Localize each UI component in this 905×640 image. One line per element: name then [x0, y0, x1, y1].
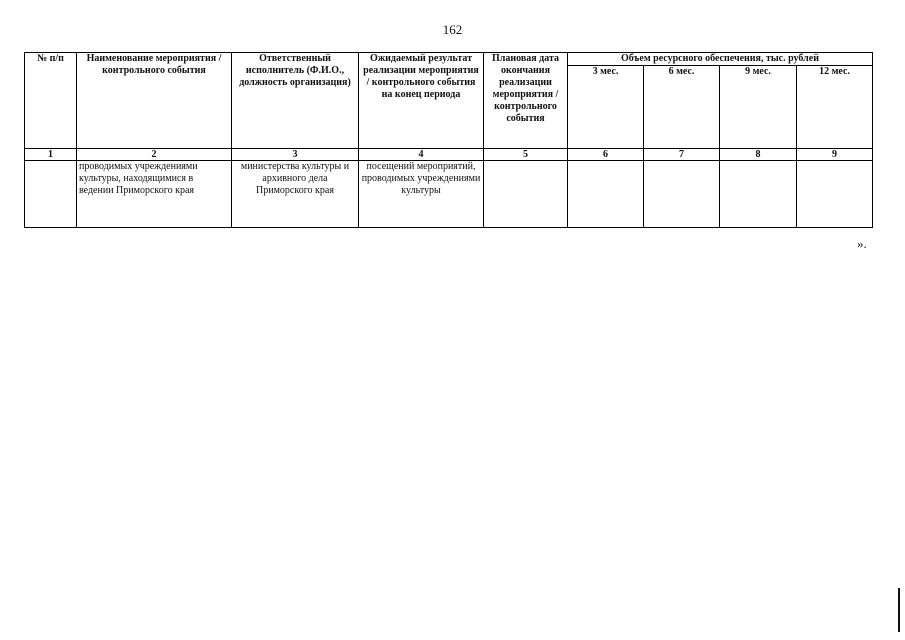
header-6-months: 6 мес. — [644, 66, 720, 149]
table-row — [25, 161, 873, 228]
header-name: Наименование мероприятия / контрольного события — [77, 53, 232, 149]
header-3-months: 3 мес. — [568, 66, 644, 149]
header-num: № п/п — [25, 53, 77, 149]
page-edge-mark — [898, 588, 900, 632]
header-12-months: 12 мес. — [797, 66, 873, 149]
cell-6-months — [644, 161, 720, 228]
cell-num — [25, 161, 77, 228]
closing-quote: ». — [857, 236, 867, 251]
header-result: Ожидаемый результат реализации мероприятия / контрольного события на конец периода — [359, 53, 484, 149]
column-number: 5 — [484, 149, 568, 161]
plan-table — [24, 52, 873, 228]
page-number: 162 — [442, 22, 463, 37]
cell-date — [484, 161, 568, 228]
column-number: 8 — [720, 149, 797, 161]
cell-result: посещений мероприятий, проводимых учреждениями культуры — [359, 161, 484, 228]
column-number: 9 — [797, 149, 873, 161]
header-resources: Объем ресурсного обеспечения, тыс. рублей — [568, 53, 873, 66]
column-number: 1 — [25, 149, 77, 161]
cell-12-months — [797, 161, 873, 228]
cell-responsible: министерства культуры и архивного дела Приморского края — [232, 161, 359, 228]
cell-name: проводимых учреждениями культуры, находящимися в ведении Приморского края — [77, 161, 232, 228]
cell-9-months — [720, 161, 797, 228]
column-number: 3 — [232, 149, 359, 161]
header-9-months: 9 мес. — [720, 66, 797, 149]
column-number-row — [25, 149, 873, 161]
header-date: Плановая дата окончания реализации мероприятия / контрольного события — [484, 53, 568, 149]
cell-3-months — [568, 161, 644, 228]
column-number: 4 — [359, 149, 484, 161]
table-header-row — [25, 53, 873, 66]
column-number: 6 — [568, 149, 644, 161]
column-number: 2 — [77, 149, 232, 161]
column-number: 7 — [644, 149, 720, 161]
header-responsible: Ответственный исполнитель (Ф.И.О., должность организация) — [232, 53, 359, 149]
